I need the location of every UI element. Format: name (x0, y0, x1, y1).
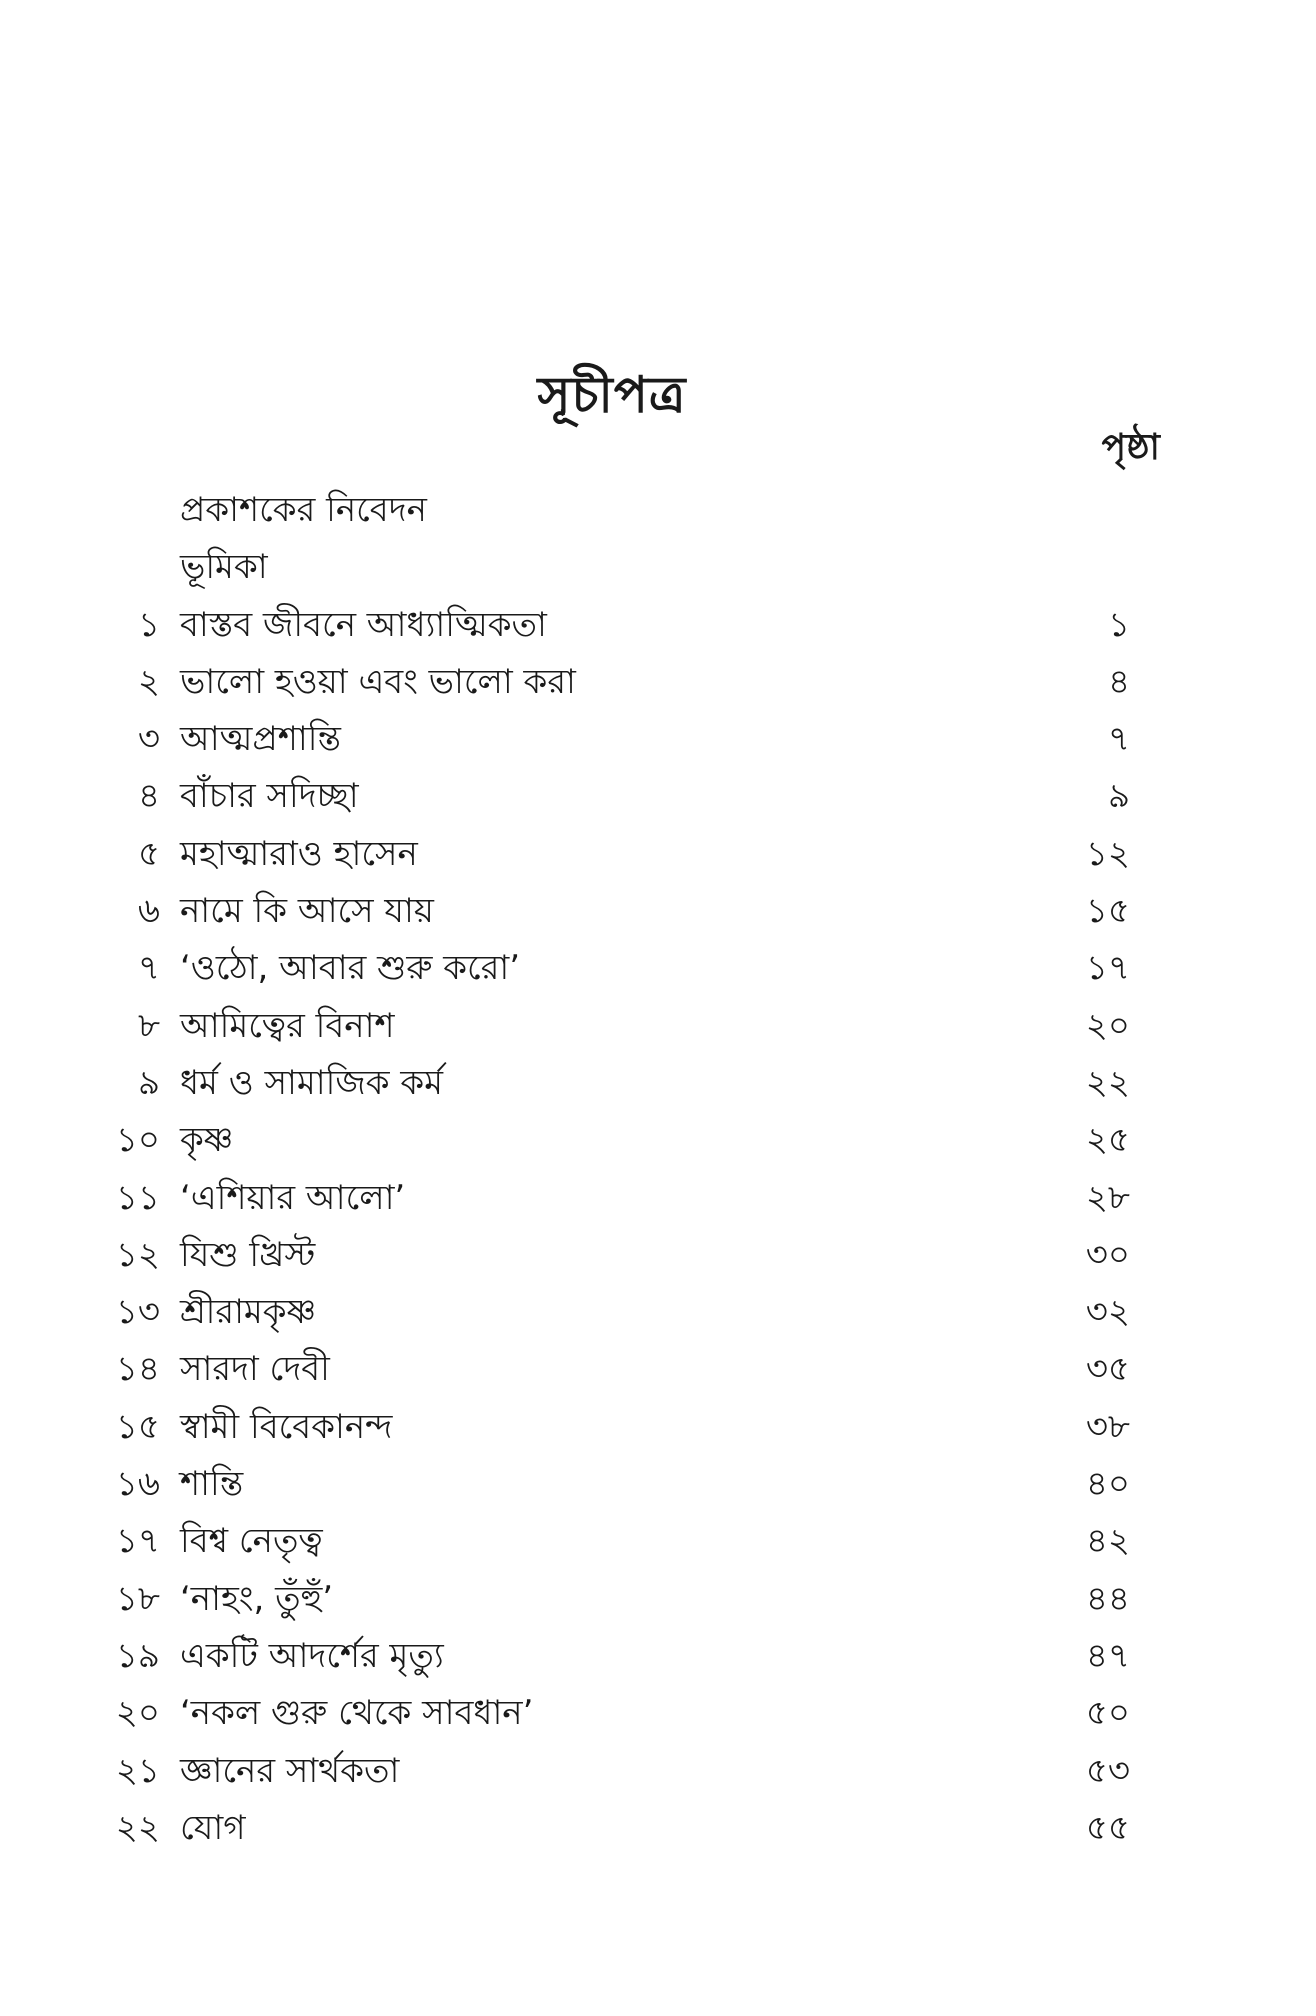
toc-entry-page: ৪০ (1085, 1464, 1130, 1505)
toc-entry-number: ২০ (115, 1693, 160, 1734)
toc-entry-page: ২৫ (1085, 1120, 1130, 1161)
toc-entry-title: বাঁচার সদিচ্ছা (180, 776, 359, 817)
toc-entry-page: ৩০ (1085, 1234, 1130, 1275)
toc-entry (0, 1628, 1316, 1685)
toc-entry-page: ৩৮ (1085, 1406, 1130, 1447)
toc-entry-number: ২২ (115, 1807, 160, 1848)
toc-entry-number: ৪ (137, 776, 160, 817)
toc-entry-number: ১২ (115, 1234, 160, 1275)
page-column-header: পৃষ্ঠা (1101, 427, 1160, 468)
toc-entry-number: ১৭ (115, 1521, 160, 1562)
toc-entry-title: ‘ওঠো, আবার শুরু করো’ (180, 948, 521, 989)
toc-entry-number: ২ (137, 661, 160, 702)
toc-entry-title: যোগ (180, 1807, 246, 1848)
toc-entry-page: ৭ (1107, 719, 1130, 760)
toc-entry-number: ১১ (115, 1177, 160, 1218)
toc-entry (0, 1341, 1316, 1398)
toc-entry-page: ১২ (1085, 833, 1130, 874)
toc-entry (0, 1571, 1316, 1628)
toc-entry-title: শ্রীরামকৃষ্ণ (180, 1292, 317, 1333)
toc-entry (0, 883, 1316, 940)
toc-entry-page: ৩৫ (1085, 1349, 1130, 1390)
toc-entry (0, 1685, 1316, 1742)
toc-entry-page: ৪৭ (1085, 1635, 1130, 1676)
toc-entry-page: ৫৫ (1085, 1807, 1130, 1848)
toc-entry (0, 539, 1316, 596)
toc-entry (0, 1227, 1316, 1284)
toc-entry-title: ‘নকল গুরু থেকে সাবধান’ (180, 1693, 534, 1734)
toc-entry (0, 1284, 1316, 1341)
toc-entry-number: ১৪ (115, 1349, 160, 1390)
toc-entry-title: বাস্তব জীবনে আধ্যাত্মিকতা (180, 604, 547, 645)
toc-entry-title: জ্ঞানের সার্থকতা (180, 1750, 400, 1791)
toc-entry-title: ভূমিকা (180, 547, 268, 588)
toc-entry (0, 940, 1316, 997)
toc-entry-title: আত্মপ্রশান্তি (180, 719, 341, 760)
toc-entry-page: ৫০ (1085, 1693, 1130, 1734)
toc-entry (0, 482, 1316, 539)
toc-entry-page: ৪ (1107, 661, 1130, 702)
toc-entry (0, 654, 1316, 711)
toc-entry-title: একটি আদর্শের মৃত্যু (180, 1635, 444, 1676)
toc-entry-number: ১ (137, 604, 160, 645)
toc-entry-title: কৃষ্ণ (180, 1120, 234, 1161)
toc-entry-number: ৮ (137, 1005, 160, 1046)
page-title: সূচীপত্র (537, 366, 687, 424)
toc-entry-page: ১৭ (1085, 948, 1130, 989)
toc-entry-number: ৭ (137, 948, 160, 989)
toc-entry (0, 768, 1316, 825)
toc-entry-number: ১৯ (115, 1635, 160, 1676)
toc-entry-number: ১৮ (115, 1578, 160, 1619)
toc-entry-number: ১৬ (115, 1464, 160, 1505)
toc-entry-number: ১৫ (115, 1406, 160, 1447)
toc-entry-page: ৯ (1107, 776, 1130, 817)
toc-entry-page: ৪২ (1085, 1521, 1130, 1562)
toc-entry (0, 998, 1316, 1055)
toc-entry-title: যিশু খ্রিস্ট (180, 1234, 316, 1275)
toc-entry-title: সারদা দেবী (180, 1349, 330, 1390)
toc-entry (0, 1513, 1316, 1570)
toc-entry (0, 1399, 1316, 1456)
toc-entry-page: ২৮ (1085, 1177, 1130, 1218)
toc-entry-title: মহাত্মারাও হাসেন (180, 833, 418, 874)
toc-entry (0, 1456, 1316, 1513)
toc-entry (0, 711, 1316, 768)
toc-entry (0, 1743, 1316, 1800)
toc-entry-title: আমিত্বের বিনাশ (180, 1005, 395, 1046)
table-of-contents (0, 482, 1316, 1857)
toc-entry (0, 1112, 1316, 1169)
toc-entry-page: ১ (1107, 604, 1130, 645)
toc-entry-title: ধর্ম ও সামাজিক কর্ম (180, 1062, 444, 1103)
toc-entry-title: ভালো হওয়া এবং ভালো করা (180, 661, 576, 702)
toc-entry-page: ২০ (1085, 1005, 1130, 1046)
toc-entry-number: ৫ (137, 833, 160, 874)
toc-entry-number: ১৩ (115, 1292, 160, 1333)
toc-entry-page: ১৫ (1085, 891, 1130, 932)
toc-entry-page: ২২ (1085, 1062, 1130, 1103)
toc-entry-title: নামে কি আসে যায় (180, 891, 434, 932)
toc-entry-page: ৫৩ (1085, 1750, 1130, 1791)
toc-entry (0, 1170, 1316, 1227)
toc-entry (0, 826, 1316, 883)
toc-entry-number: ৯ (137, 1062, 160, 1103)
toc-entry-title: শান্তি (180, 1464, 244, 1505)
toc-entry-title: প্রকাশকের নিবেদন (180, 490, 427, 530)
toc-entry-title: ‘নাহং, তুঁহুঁ’ (180, 1578, 334, 1619)
toc-entry-number: ৩ (137, 719, 160, 760)
toc-entry (0, 1800, 1316, 1857)
toc-entry-page: ৩২ (1085, 1292, 1130, 1333)
toc-entry-number: ২১ (115, 1750, 160, 1791)
toc-entry (0, 597, 1316, 654)
toc-entry-title: বিশ্ব নেতৃত্ব (180, 1521, 323, 1562)
toc-entry-title: ‘এশিয়ার আলো’ (180, 1177, 406, 1218)
toc-entry (0, 1055, 1316, 1112)
toc-entry-title: স্বামী বিবেকানন্দ (180, 1406, 393, 1447)
toc-entry-page: ৪৪ (1085, 1578, 1130, 1619)
toc-entry-number: ৬ (137, 891, 160, 932)
toc-entry-number: ১০ (115, 1120, 160, 1161)
